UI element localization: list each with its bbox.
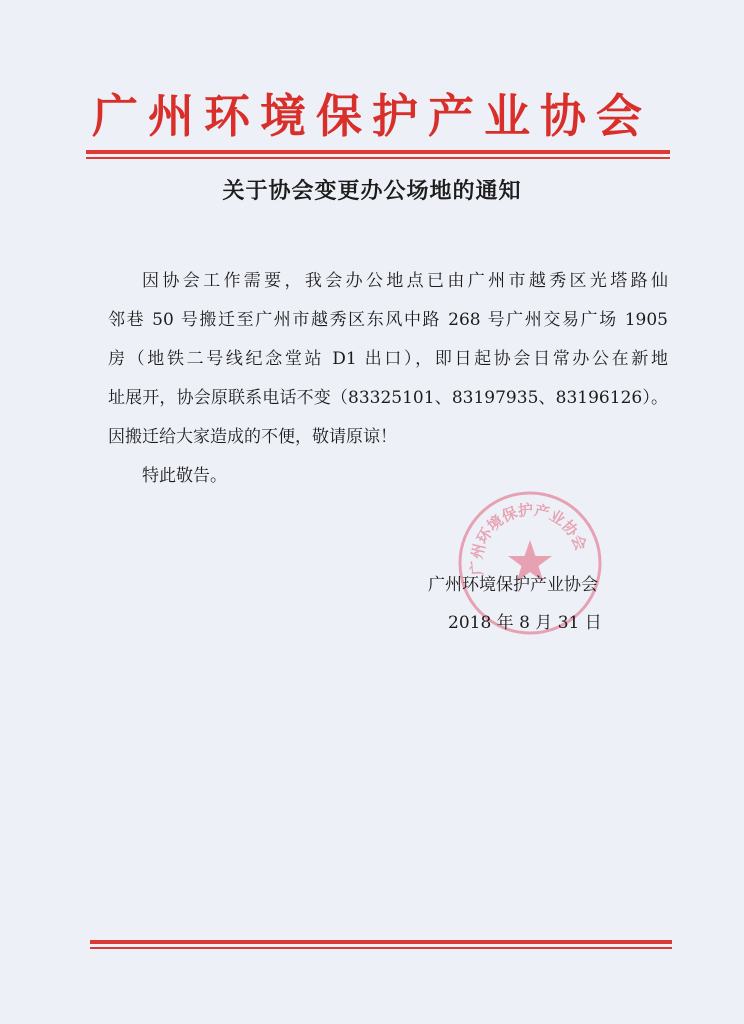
body-line: 址展开，协会原联系电话不变（83325101、83197935、83196126）。 (108, 388, 668, 408)
closing-line: 特此敬告。 (142, 466, 227, 486)
letterhead-rule-thick (86, 150, 670, 154)
signature-org: 广州环境保护产业协会 (428, 575, 598, 595)
footer-rule-thick (90, 940, 672, 944)
seal-text: 广州环境保护产业协会 (467, 500, 590, 577)
body-line: 因协会工作需要，我会办公地点已由广州市越秀区光塔路仙 (142, 271, 668, 291)
body-line: 因搬迁给大家造成的不便，敬请原谅！ (108, 427, 397, 447)
footer-rule-thin (90, 947, 672, 949)
signature-date: 2018 年 8 月 31 日 (448, 613, 602, 633)
body-line: 邻巷 50 号搬迁至广州市越秀区东风中路 268 号广州交易广场 1905 (108, 310, 668, 330)
letterhead-org-name: 广州环境保护产业协会 (92, 89, 652, 143)
notice-body (108, 262, 668, 496)
body-line: 房（地铁二号线纪念堂站 D1 出口），即日起协会日常办公在新地 (108, 349, 668, 369)
notice-title: 关于协会变更办公场地的通知 (222, 178, 522, 204)
letterhead-rule-thin (86, 157, 670, 159)
